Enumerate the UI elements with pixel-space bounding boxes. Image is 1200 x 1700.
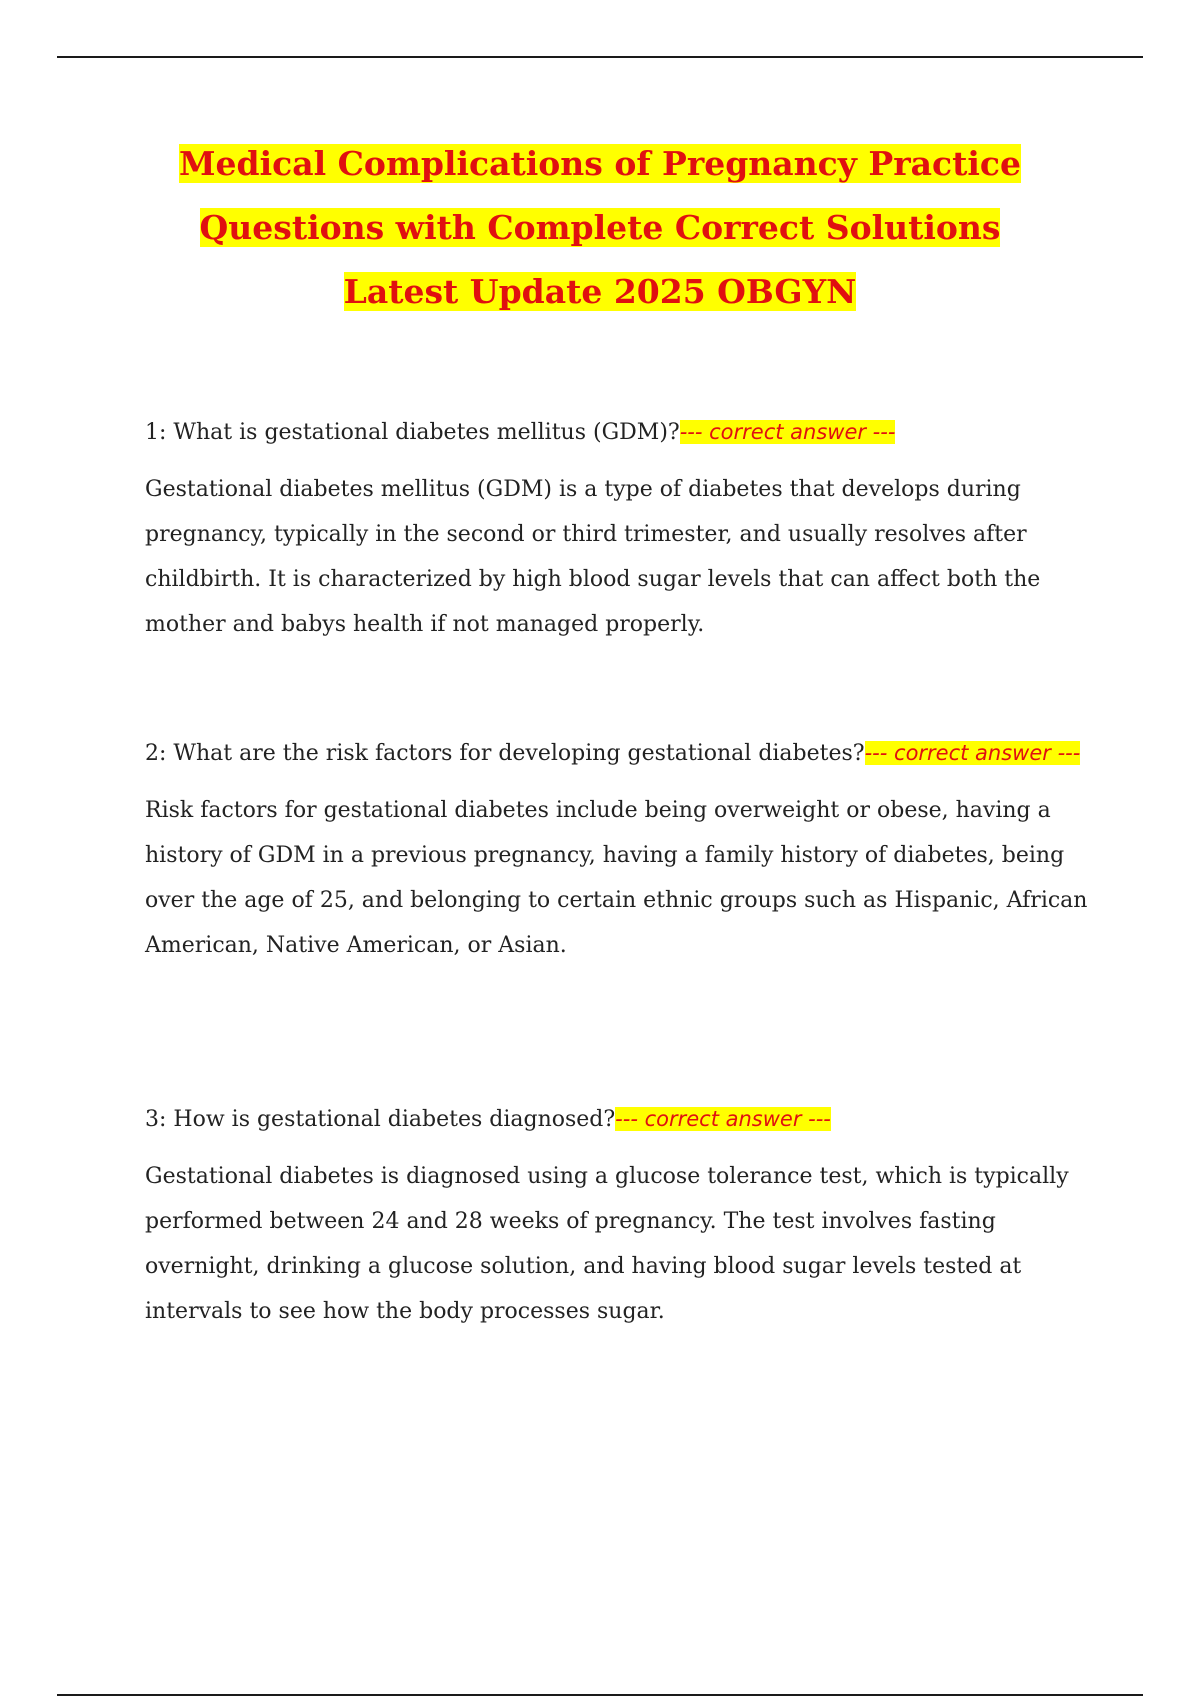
question-text: 1: What is gestational diabetes mellitus (GDM)? [145,420,680,445]
qa-item [145,1097,1090,1334]
question-text: 3: How is gestational diabetes diagnosed? [145,1107,616,1132]
qa-item [145,731,1090,968]
answer-text: Gestational diabetes mellitus (GDM) is a type of diabetes that develops during pregnancy, typically in the second or third trimester, and usually resolves after childbirth. It is characterized by high blood sugar levels that can affect both the mother and babys health if not managed properly. [145,477,1041,637]
correct-answer-tag: --- correct answer --- [679,420,896,444]
top-divider [57,56,1143,58]
document-title-text: Medical Complications of Pregnancy Practice Questions with Complete Correct Solutions Latest Update 2025 OBGYN [179,144,1021,311]
correct-answer-tag: --- correct answer --- [615,1107,831,1131]
qa-item [145,410,1090,647]
question [145,1097,1090,1142]
answer-text: Gestational diabetes is diagnosed using a glucose tolerance test, which is typically performed between 24 and 28 weeks of pregnancy. The test involves fasting overnight, drinking a glucose solution, and having blood sugar levels tested at intervals to see how the body processes sugar. [145,1164,1069,1324]
question-text: 2: What are the risk factors for developing gestational diabetes? [145,741,865,766]
bottom-divider [57,1694,1143,1696]
correct-answer-tag: --- correct answer --- [864,741,1081,765]
question [145,410,1090,455]
answer-text: Risk factors for gestational diabetes include being overweight or obese, having a history of GDM in a previous pregnancy, having a family history of diabetes, being over the age of 25, and belonging to certain ethnic groups such as Hispanic, African American, Native American, or Asian. [145,798,1088,958]
document-title [140,132,1060,324]
question [145,731,1090,776]
